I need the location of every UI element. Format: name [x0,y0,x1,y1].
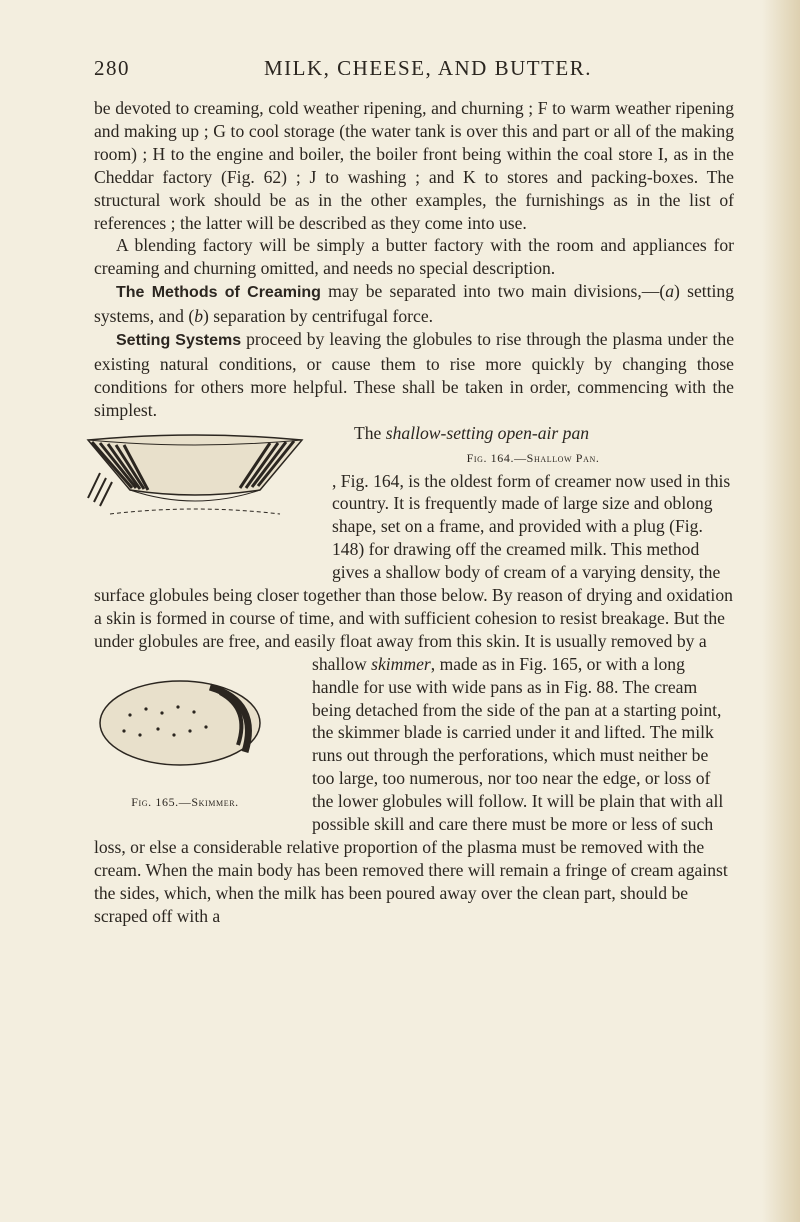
running-header [94,56,734,86]
caption-fig-165: Fig. 165.—Skimmer. [131,794,239,809]
figure-165 [70,657,300,817]
skimmer-icon [70,657,300,789]
section-heading-methods: The Methods of Creaming [116,284,321,302]
paragraph-4: Setting Systems proceed by leaving the globules to rise through the plasma under the existing natural conditions, or cause them to rise more quickly by changing those conditions for others more helpful. These shall be taken in order, commencing with the simplest. [94,329,734,420]
term-shallow-pan: shallow-setting open-air pan [385,422,590,443]
paragraph-1: be devoted to creaming, cold weather ripening, and churning ; F to warm weather ripening and making up ; G to cool storage (the water tank is over this and part or all of the making room) ; H to the engine and boiler, the boiler front being within the coal store I, as in the Cheddar factory (Fig. 62) ; J to washing ; and K to stores and packing-boxes. The structural work should be as in the other examples, the furnishings as in the list of references ; the latter will be described as they come into use. [94,98,734,233]
figure-164 [70,428,320,563]
body-text: be devoted to creaming, cold weather ripening, and churning ; F to warm weather ripening and making up ; G to cool storage (the water tank is over this and part or all of the making room) ; H to the engine and boiler, the boiler front being within the coal store I, as in the Cheddar factory (Fig. 62) ; J to washing ; and K to stores and packing-boxes. The structural work should be as in the other examples, the furnishings as in the list of references ; the latter will be described as they come into use. A blending factory will be simply a butter factory with the room and appliances for creaming and churning omitted, and needs no special description. The Methods of Creaming may be separated into two main divisions,—(a) setting systems, and (b) separation by centrifugal force. Setting Systems proceed by leaving the globules to rise through the plasma under the existing natural conditions, or cause them to rise more quickly by changing those conditions for others more helpful. These shall be taken in order, commencing with the simplest. The shallow-setting open-air pan Fig. 164.—Shallow Pan. , Fig. 164, is the oldest form of creamer now used in this country. It is frequently made of large size and oblong shape, set on a frame, and provided with a plug (Fig. 148) for drawing off the creamed milk. This method gives a shallow body of cream of a varying density, the surface globules being closer together than those below. By reason of drying and oxidation a skin is formed in course of time, and with sufficient cohesion to resist breakage. But the under globules are free, and easily float away from this skin. It is usually removed by a shallow Fig. 165.—Skimmer. skimmer, made as in Fig. 165, or with a long handle for use with wide pans as in Fig. 88. The cream being detached from the side of the pan at a starting point, the skimmer blade is carried under it and lifted. The milk runs out through the perforations, which must neither be too large, too numerous, nor too near the edge, or loss of the lower globules will follow. It will be plain that with all possible skill and care there must be more or less of such loss, or else a considerable relative proportion of the plasma must be removed with the cream. When the main body has been removed there will remain a fringe of cream against the sides, which, when the milk has been poured away over the clean part, should be scraped off with a [94,97,734,928]
shallow-pan-icon [70,428,320,540]
section-heading-setting: Setting Systems [116,332,242,350]
caption-fig-164: Fig. 164.—Shallow Pan. [466,450,600,465]
page-number: 280 [94,56,130,80]
term-skimmer: skimmer [371,653,431,674]
paragraph-5: The shallow-setting open-air pan [94,422,734,445]
paragraph-3: The Methods of Creaming may be separated into two main divisions,—(a) setting systems, and (b) separation by centrifugal force. [94,281,735,327]
paragraph-2: A blending factory will be simply a butter factory with the room and appliances for creaming and churning omitted, and needs no special description. [94,235,734,279]
page-edge-shadow [762,0,800,1222]
running-title: MILK, CHEESE, AND BUTTER. [264,56,592,80]
